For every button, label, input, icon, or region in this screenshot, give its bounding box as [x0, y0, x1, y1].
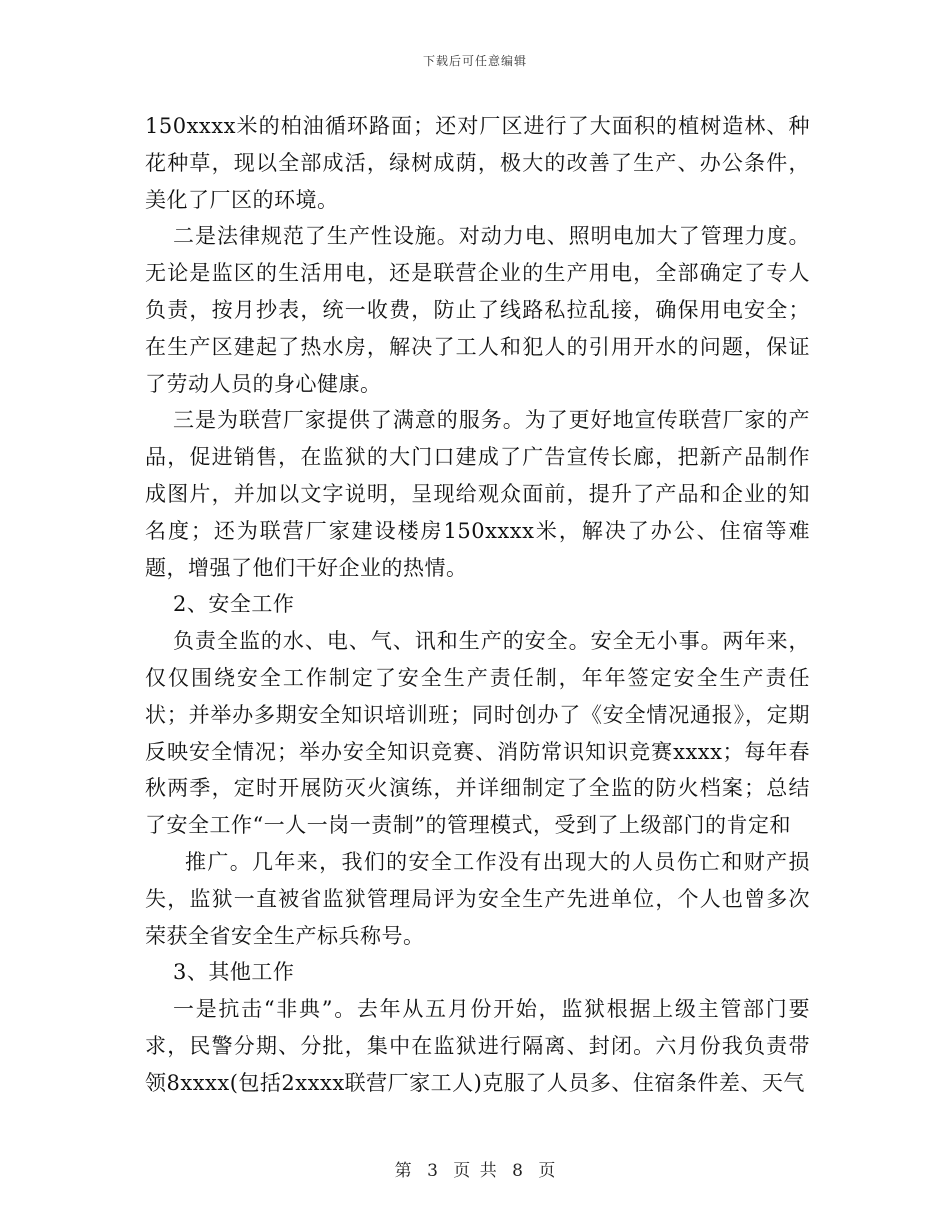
total-pages-number: 8 [512, 1161, 523, 1181]
section-heading-other: 3、其他工作 [173, 960, 295, 985]
paragraph-electric-facilities: 二是法律规范了生产性设施。对动力电、照明电加大了管理力度。无论是监区的生活用电，还是联营企业的生产用电，全部确定了专人负责，按月抄表，统一收费，防止了线路私拉乱接，确保用电安全；在生产区建起了热水房，解决了工人和犯人的引用开水的问题，保证了劳动人员的身心健康。 [145, 224, 810, 396]
paragraph-safety-results: 推广。几年来，我们的安全工作没有出现大的人员伤亡和财产损失，监狱一直被省监狱管理局评为安全生产先进单位，个人也曾多次荣获全省安全生产标兵称号。 [145, 849, 810, 948]
page-label-mid: 页 共 [453, 1161, 497, 1181]
page-label-suffix: 页 [538, 1161, 556, 1181]
paragraph-sars-fight: 一是抗击“非典”。去年从五月份开始，监狱根据上级主管部门要求，民警分期、分批，集中在监狱进行隔离、封闭。六月份我负责带领8xxxx(包括2xxxx联营厂家工人)克服了人员多、住宿条件差、天气 [145, 997, 810, 1095]
current-page-number: 3 [427, 1161, 438, 1181]
page-footer [0, 1156, 950, 1181]
document-body [145, 108, 810, 1102]
section-heading-safety: 2、安全工作 [173, 592, 295, 617]
paragraph-safety-work: 负责全监的水、电、气、讯和生产的安全。安全无小事。两年来，仅仅围绕安全工作制定了安全生产责任制，年年签定安全生产责任状；并举办多期安全知识培训班；同时创办了《安全情况通报》，定期反映安全情况；举办安全知识竞赛、消防常识知识竞赛xxxx；每年春秋两季，定时开展防灭火演练，并详细制定了全监的防火档案；总结了安全工作“一人一岗一责制”的管理模式，受到了上级部门的肯定和 [145, 629, 810, 838]
paragraph-partner-service: 三是为联营厂家提供了满意的服务。为了更好地宣传联营厂家的产品，促进销售，在监狱的大门口建成了广告宣传长廊，把新产品制作成图片，并加以文字说明，呈现给观众面前，提升了产品和企业的知名度；还为联营厂家建设楼房150xxxx米，解决了办公、住宿等难题，增强了他们干好企业的热情。 [145, 408, 810, 580]
paragraph-road-greening: 150xxxx米的柏油循环路面；还对厂区进行了大面积的植树造林、种花种草，现以全部成活，绿树成荫，极大的改善了生产、办公条件，美化了厂区的环境。 [145, 114, 810, 212]
page-header-note: 下载后可任意编辑 [422, 54, 527, 68]
page-label-prefix: 第 [394, 1161, 412, 1181]
